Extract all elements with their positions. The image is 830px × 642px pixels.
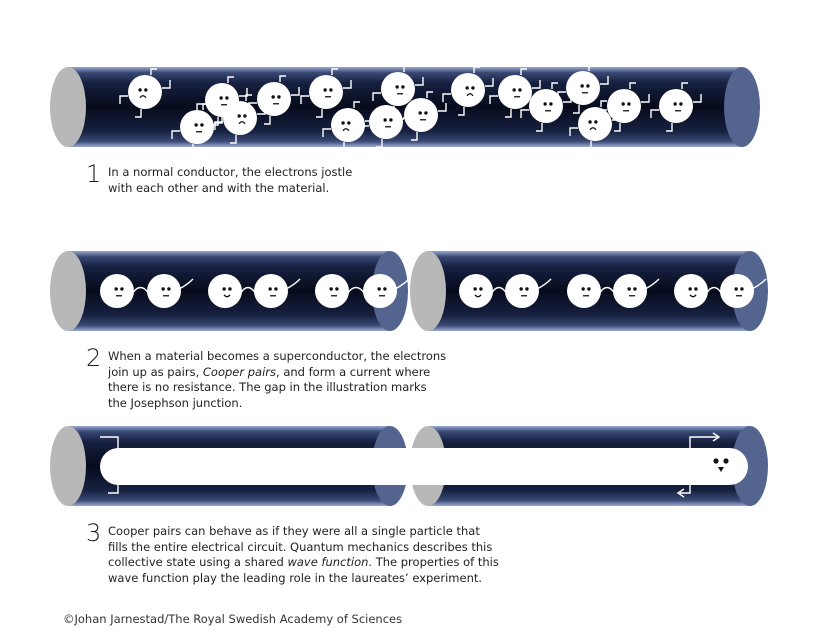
electron-body: [459, 274, 493, 308]
electron-eye: [401, 85, 404, 88]
caption-text: In a normal conductor, the electrons jostle: [108, 165, 353, 179]
caption-line: [108, 181, 352, 197]
electron-eye: [512, 88, 515, 91]
caption-line: [108, 571, 499, 587]
electron-eye: [228, 287, 231, 290]
electron-eye: [627, 287, 630, 290]
caption-text: wave function play the leading role in the laureates’ experiment.: [108, 570, 483, 585]
caption-term: Cooper pairs: [202, 364, 277, 379]
caption-step-1: [86, 162, 352, 196]
electron-body: [659, 89, 693, 123]
electron-eye: [479, 287, 482, 290]
electron-eye: [194, 123, 197, 126]
electron-eye: [587, 287, 590, 290]
electron-eye: [586, 84, 589, 87]
step-description: [108, 524, 499, 586]
caption-line: [108, 555, 499, 571]
step-number: 3: [86, 519, 102, 547]
electron-eye: [627, 102, 630, 105]
electron-eye: [377, 287, 380, 290]
image-credit: ©Johan Jarnestad/The Royal Swedish Academy of Sciences: [63, 612, 403, 626]
electron-eye: [694, 287, 697, 290]
electron-body: [315, 274, 349, 308]
caption-text: join up as pairs,: [108, 364, 203, 379]
tube-start-cap: [50, 67, 86, 147]
electron-body: [578, 107, 612, 141]
electron-eye: [395, 85, 398, 88]
caption-term: wave function: [287, 555, 369, 569]
electron-eye: [580, 84, 583, 87]
electron-eye: [688, 287, 691, 290]
electron-eye: [219, 96, 222, 99]
electron-eye: [465, 86, 468, 89]
electron-eye: [237, 114, 240, 117]
caption-text: fills the entire electrical circuit. Quantum mechanics describes this: [108, 539, 493, 554]
electron-body: [613, 274, 647, 308]
electron-eye: [120, 287, 123, 290]
electron-eye: [225, 96, 228, 99]
electron-eye: [274, 287, 277, 290]
electron-eye: [424, 111, 427, 114]
electron-eye: [200, 123, 203, 126]
wave-function: [100, 448, 748, 485]
electron-body: [208, 274, 242, 308]
electron: [674, 274, 708, 308]
electron-body: [607, 89, 641, 123]
electron-eye: [734, 287, 737, 290]
caption-text: , and form a current where: [276, 364, 431, 379]
electron-eye: [383, 118, 386, 121]
electron-body: [404, 98, 438, 132]
face-eye: [723, 458, 728, 463]
electron-body: [254, 274, 288, 308]
electron-eye: [518, 88, 521, 91]
electron-eye: [323, 88, 326, 91]
electron: [567, 274, 601, 308]
caption-step-3: [86, 521, 499, 586]
caption-line: [108, 165, 352, 181]
tube-start-cap: [50, 251, 86, 331]
electron-eye: [418, 111, 421, 114]
electron-body: [100, 274, 134, 308]
electron-eye: [471, 86, 474, 89]
electron-body: [363, 274, 397, 308]
electron-eye: [594, 120, 597, 123]
electron-eye: [335, 287, 338, 290]
step-number: 2: [86, 344, 102, 372]
electron-body: [369, 105, 403, 139]
electron-eye: [138, 88, 141, 91]
electron-eye: [389, 118, 392, 121]
electron: [208, 274, 242, 308]
electron-eye: [549, 102, 552, 105]
electron-eye: [525, 287, 528, 290]
electron-body: [498, 75, 532, 109]
electron-eye: [167, 287, 170, 290]
electron-eye: [679, 102, 682, 105]
electron: [363, 274, 397, 308]
electron-eye: [473, 287, 476, 290]
caption-line: [108, 365, 446, 381]
face-eye: [713, 458, 718, 463]
electron-body: [451, 73, 485, 107]
electron-body: [331, 108, 365, 142]
electron-body: [567, 274, 601, 308]
caption-step-2: [86, 346, 446, 411]
electron-eye: [329, 88, 332, 91]
caption-text: When a material becomes a superconductor, the electrons: [108, 349, 447, 363]
caption-text: the Josephson junction.: [108, 395, 243, 410]
tube-end-cap: [724, 67, 760, 147]
caption-text: Cooper pairs can behave as if they were all a single particle that: [108, 524, 480, 538]
caption-text: . The properties of this: [368, 555, 499, 569]
caption-line: [108, 524, 499, 540]
electron-body: [505, 274, 539, 308]
electron: [100, 274, 134, 308]
electron: [315, 274, 349, 308]
tube-start-cap: [410, 251, 446, 331]
electron-body: [147, 274, 181, 308]
electron-eye: [161, 287, 164, 290]
electron-eye: [543, 102, 546, 105]
electron-eye: [383, 287, 386, 290]
electron-eye: [581, 287, 584, 290]
electron-eye: [144, 88, 147, 91]
electron: [720, 274, 754, 308]
electron: [613, 274, 647, 308]
electron-eye: [243, 114, 246, 117]
electron-body: [566, 71, 600, 105]
caption-line: [108, 396, 446, 412]
electron-eye: [268, 287, 271, 290]
electron-body: [720, 274, 754, 308]
caption-text: with each other and with the material.: [108, 180, 330, 195]
electron-eye: [341, 121, 344, 124]
electron-body: [381, 72, 415, 106]
step-description: [108, 165, 352, 196]
caption-text: collective state using a shared: [108, 555, 288, 569]
electron-eye: [673, 102, 676, 105]
caption-line: [108, 380, 446, 396]
electron-eye: [347, 121, 350, 124]
electron-eye: [271, 95, 274, 98]
electron-eye: [277, 95, 280, 98]
electron-eye: [633, 287, 636, 290]
electron-body: [309, 75, 343, 109]
electron-eye: [222, 287, 225, 290]
electron-body: [223, 101, 257, 135]
electron-eye: [114, 287, 117, 290]
electron-eye: [519, 287, 522, 290]
electron-body: [257, 82, 291, 116]
electron-body: [128, 75, 162, 109]
caption-text: there is no resistance. The gap in the illustration marks: [108, 380, 427, 394]
electron: [459, 274, 493, 308]
caption-line: [108, 349, 446, 365]
electron: [254, 274, 288, 308]
electron-eye: [329, 287, 332, 290]
step-number: 1: [86, 160, 102, 188]
electron: [505, 274, 539, 308]
wave-function-band: [100, 448, 748, 485]
electron-body: [674, 274, 708, 308]
step-description: [108, 349, 446, 411]
electron-eye: [588, 120, 591, 123]
electron: [147, 274, 181, 308]
electron-body: [180, 110, 214, 144]
tube-start-cap: [50, 426, 86, 506]
electron-eye: [621, 102, 624, 105]
electron-eye: [740, 287, 743, 290]
caption-line: [108, 540, 499, 556]
